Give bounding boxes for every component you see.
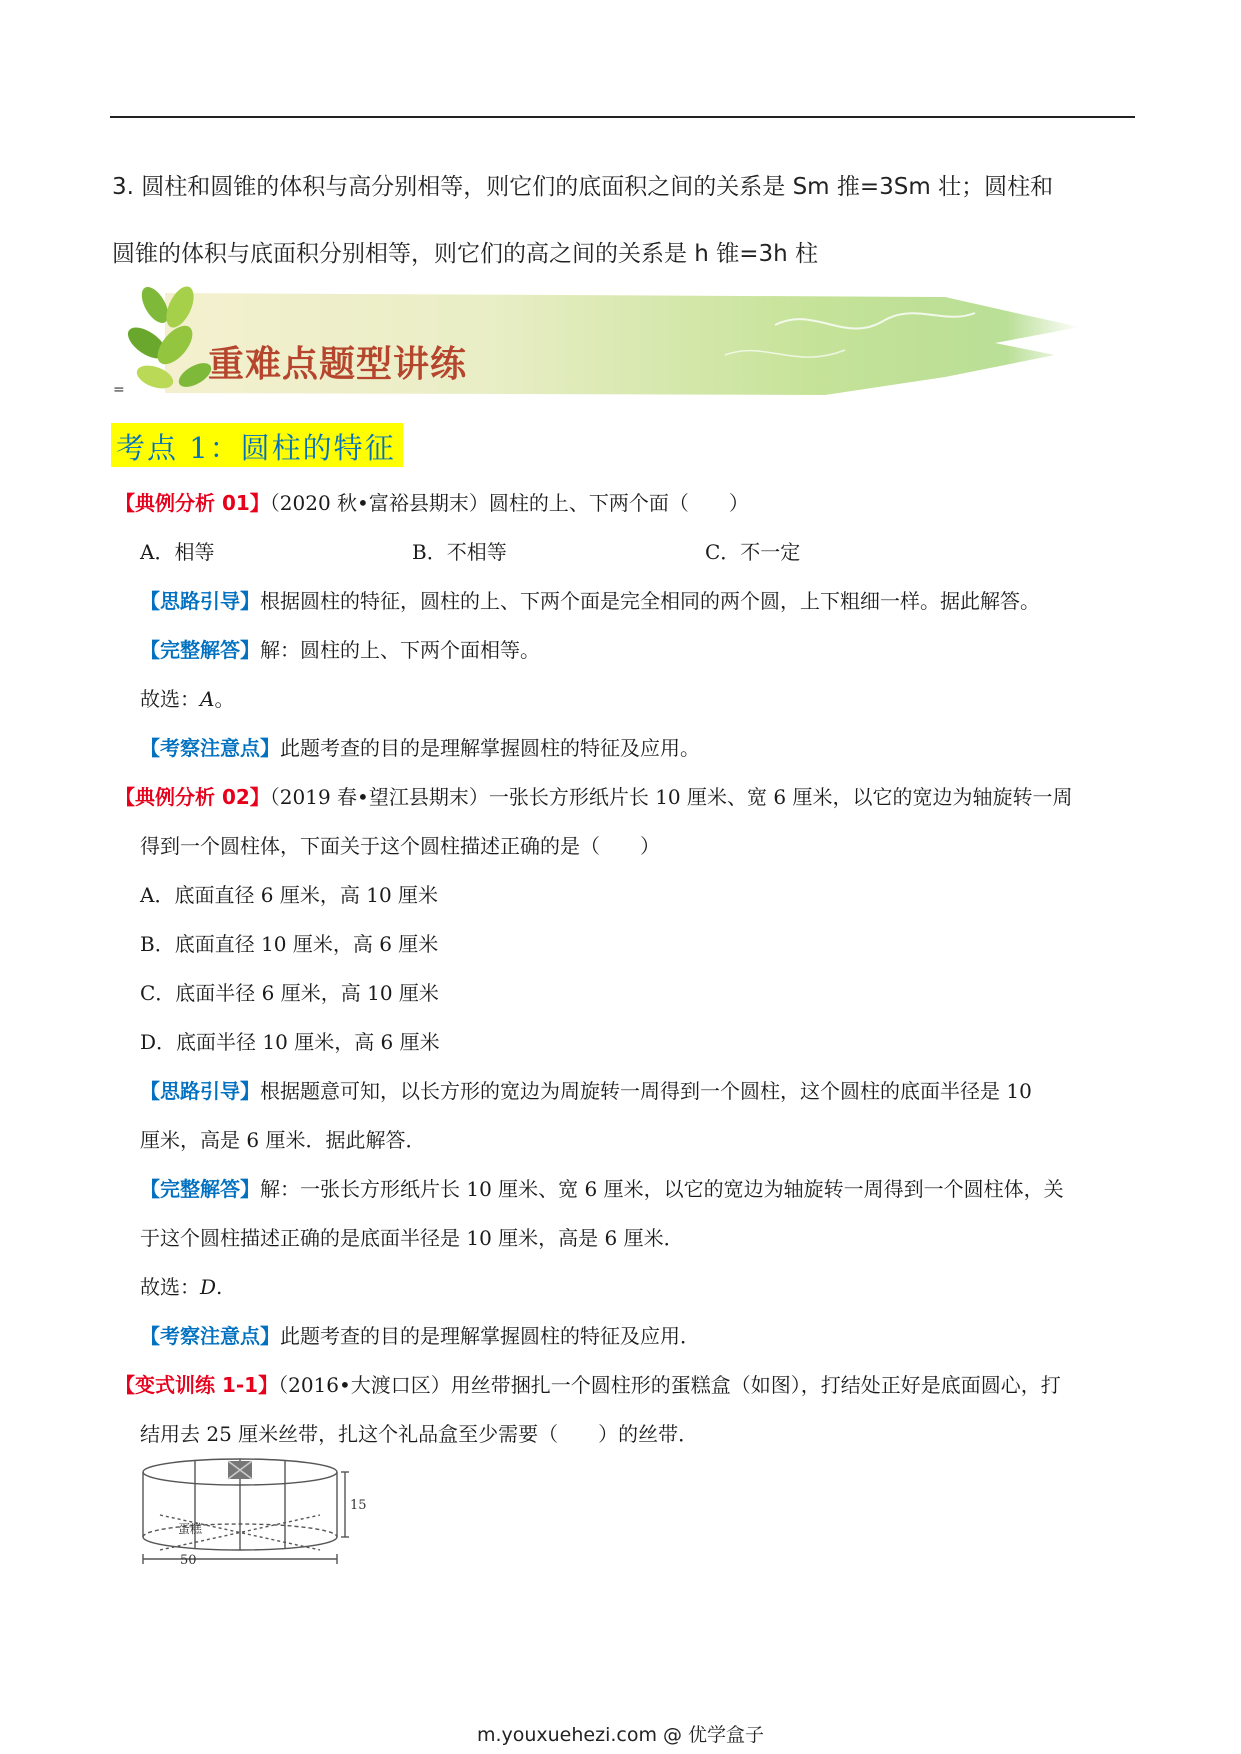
ex1-answer-text: 解：圆柱的上、下两个面相等。 bbox=[260, 638, 540, 662]
ex1-answer-tag: 【完整解答】 bbox=[140, 638, 260, 662]
ex2-note-text: 此题考查的目的是理解掌握圆柱的特征及应用． bbox=[280, 1324, 700, 1348]
ex2-answer-text-1: 解：一张长方形纸片长 10 厘米、宽 6 厘米，以它的宽边为轴旋转一周得到一个圆柱体，关 bbox=[260, 1177, 1064, 1201]
ex2-option-c: C．底面半径 6 厘米，高 10 厘米 bbox=[140, 981, 439, 1005]
ex2-answer-2: 于这个圆柱描述正确的是底面半径是 10 厘米，高是 6 厘米． bbox=[140, 1226, 684, 1250]
header-rule bbox=[110, 116, 1135, 118]
ex2-choice-prefix: 故选： bbox=[140, 1275, 200, 1299]
ex3-question-text-1: （2016•大渡口区）用丝带捆扎一个圆柱形的蛋糕盒（如图），打结处正好是底面圆心，打 bbox=[278, 1373, 1061, 1397]
ex2-choice bbox=[140, 1271, 222, 1300]
ex1-question bbox=[115, 487, 749, 516]
banner-title: 重难点题型讲练 bbox=[208, 344, 468, 385]
ex1-hint bbox=[140, 585, 1040, 614]
figure-label-cake: 蛋糕 bbox=[178, 1522, 203, 1536]
ex1-choice-letter: A bbox=[200, 687, 215, 711]
ex2-note bbox=[140, 1320, 700, 1349]
ex1-choice bbox=[140, 683, 234, 712]
ex3-question-1 bbox=[115, 1369, 1061, 1398]
stray-mark: = bbox=[113, 382, 125, 398]
ex2-tag: 【典例分析 02】 bbox=[115, 785, 270, 809]
cake-box-figure bbox=[140, 1455, 385, 1565]
section-title: 考点 1：圆柱的特征 bbox=[116, 431, 396, 465]
footer-text: m.youxuehezi.com @ 优学盒子 bbox=[476, 1724, 765, 1746]
ex1-choice-prefix: 故选： bbox=[140, 687, 200, 711]
ex2-hint-tag: 【思路引导】 bbox=[140, 1079, 260, 1103]
ex2-hint-text-1: 根据题意可知，以长方形的宽边为周旋转一周得到一个圆柱，这个圆柱的底面半径是 10 bbox=[260, 1079, 1032, 1103]
ex1-tag: 【典例分析 01】 bbox=[115, 491, 270, 515]
ex1-option-c: C．不一定 bbox=[705, 540, 801, 564]
ex2-question-1 bbox=[115, 781, 1072, 810]
ex1-answer bbox=[140, 634, 540, 663]
ex1-question-text: （2020 秋•富裕县期末）圆柱的上、下两个面（ ） bbox=[269, 491, 749, 515]
ex1-choice-suffix: 。 bbox=[214, 687, 235, 711]
ex2-note-tag: 【考察注意点】 bbox=[140, 1324, 280, 1348]
ex2-answer-tag: 【完整解答】 bbox=[140, 1177, 260, 1201]
figure-label-width: 50 bbox=[180, 1553, 197, 1565]
ex2-choice-letter: D bbox=[200, 1275, 217, 1299]
figure-label-height: 15 bbox=[350, 1498, 367, 1513]
ex2-answer-1 bbox=[140, 1173, 1064, 1202]
ex1-option-a: A．相等 bbox=[140, 540, 215, 564]
ex2-question-2: 得到一个圆柱体，下面关于这个圆柱描述正确的是（ ） bbox=[140, 834, 660, 858]
ex2-question-text-1: （2019 春•望江县期末）一张长方形纸片长 10 厘米、宽 6 厘米，以它的宽边为轴旋转一周 bbox=[269, 785, 1073, 809]
ex1-option-b: B．不相等 bbox=[412, 540, 507, 564]
intro-line-2: 圆锥的体积与底面积分别相等，则它们的高之间的关系是 h 锥=3h 柱 bbox=[112, 241, 818, 267]
ex3-question-2: 结用去 25 厘米丝带，扎这个礼品盒至少需要（ ）的丝带． bbox=[140, 1422, 699, 1446]
ex1-hint-text: 根据圆柱的特征，圆柱的上、下两个面是完全相同的两个圆，上下粗细一样。据此解答。 bbox=[260, 589, 1040, 613]
ex1-note-text: 此题考查的目的是理解掌握圆柱的特征及应用。 bbox=[280, 736, 700, 760]
ex1-hint-tag: 【思路引导】 bbox=[140, 589, 260, 613]
ex2-hint-1 bbox=[140, 1075, 1032, 1104]
ex2-option-d: D．底面半径 10 厘米，高 6 厘米 bbox=[140, 1030, 440, 1054]
ex2-option-a: A．底面直径 6 厘米，高 10 厘米 bbox=[140, 883, 439, 907]
intro-line-1: 3. 圆柱和圆锥的体积与高分别相等，则它们的底面积之间的关系是 Sm 推=3Sm 壮；圆柱和 bbox=[112, 174, 1054, 200]
ex2-choice-suffix: . bbox=[216, 1275, 223, 1299]
ex1-note bbox=[140, 732, 700, 761]
ex2-option-b: B．底面直径 10 厘米，高 6 厘米 bbox=[140, 932, 439, 956]
ex1-note-tag: 【考察注意点】 bbox=[140, 736, 280, 760]
ex2-hint-2: 厘米，高是 6 厘米．据此解答． bbox=[140, 1128, 426, 1152]
ex3-tag: 【变式训练 1-1】 bbox=[115, 1373, 279, 1397]
